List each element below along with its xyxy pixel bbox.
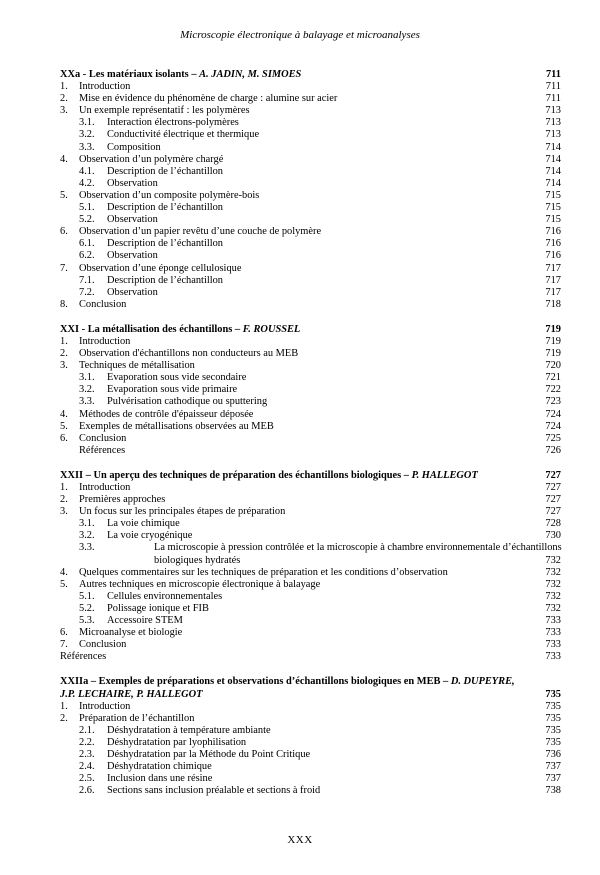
entry-number: 2.3. [79, 748, 95, 760]
entry-title: Description de l’échantillon [107, 202, 223, 214]
chapter-authors: F. ROUSSEL [242, 323, 301, 335]
entry-title: Description de l’échantillon [107, 274, 223, 286]
chapter-title: XXI - La métallisation des échantillons – [60, 323, 243, 335]
entry-page-number: 714 [545, 141, 561, 153]
entry-title: Introduction [79, 81, 131, 93]
entry-title: Observation d'échantillons non conducteurs au MEB [79, 348, 299, 360]
chapter-title: XXa - Les matériaux isolants – [60, 69, 200, 80]
entry-title: Observation [107, 250, 158, 262]
entry-number: 2.4. [79, 761, 95, 773]
entry-page-number: 717 [545, 262, 561, 274]
entry-title: Sections sans inclusion préalable et sections à froid [107, 785, 321, 797]
entry-title: Introduction [79, 482, 131, 493]
entry-page-number: 732 [545, 578, 561, 590]
entry-title: La voie cryogénique [107, 530, 193, 542]
toc-entry [60, 542, 561, 566]
entry-number: 2. [60, 494, 68, 506]
entry-page-number: 716 [545, 226, 561, 238]
entry-page-number: 714 [545, 177, 561, 189]
entry-number: 6. [60, 226, 68, 238]
entry-page-number: 713 [545, 117, 561, 129]
toc-entry [60, 105, 561, 117]
entry-page-number: 738 [545, 785, 561, 797]
chapter-section [60, 676, 561, 797]
entry-number: 7. [60, 262, 68, 274]
entry-number: 5.3. [79, 615, 95, 627]
chapter-page-number: 735 [545, 688, 561, 700]
entry-title: Interaction électrons-polymères [107, 117, 239, 129]
entry-title: Pulvérisation cathodique ou sputtering [107, 396, 268, 408]
entry-number: 2. [60, 712, 68, 724]
entry-page-number: 727 [545, 482, 561, 493]
toc-entry [60, 348, 561, 360]
toc-entry [60, 627, 561, 639]
entry-page-number: 715 [545, 214, 561, 226]
entry-page-number: 716 [545, 250, 561, 262]
entry-number: 2. [60, 93, 68, 105]
entry-page-number: 716 [545, 238, 561, 250]
entry-number: 1. [60, 335, 68, 347]
entry-title: Un exemple représentatif : les polymères [79, 105, 250, 117]
entry-title: Accessoire STEM [107, 615, 183, 627]
entry-title: Observation d’un polymère chargé [79, 153, 224, 165]
entry-page-number: 737 [545, 773, 561, 785]
entry-page-number: 732 [545, 590, 561, 602]
entry-title: Introduction [79, 335, 131, 347]
entry-number: 5.2. [79, 214, 95, 226]
entry-title: Premières approches [79, 494, 166, 506]
entry-page-number: 735 [545, 736, 561, 748]
entry-number: 4. [60, 153, 68, 165]
entry-number: 2.2. [79, 736, 95, 748]
entry-title: Un focus sur les principales étapes de préparation [79, 506, 286, 518]
toc-entry [60, 494, 561, 506]
table-of-contents [60, 69, 561, 810]
entry-title: Observation [107, 286, 158, 298]
chapter-title: XXIIa – Exemples de préparations et observations d’échantillons biologiques en MEB – [60, 676, 451, 688]
entry-number: 3.1. [79, 372, 95, 384]
entry-number: 6.1. [79, 238, 95, 250]
entry-number: 5. [60, 189, 68, 201]
entry-page-number: 714 [545, 165, 561, 177]
toc-entry [60, 238, 561, 250]
entry-number: 3.3. [79, 396, 95, 408]
chapter-heading [60, 676, 561, 700]
entry-page-number: 737 [545, 761, 561, 773]
toc-entry [60, 214, 561, 226]
toc-entry [60, 178, 561, 190]
entry-title: La voie chimique [107, 518, 180, 530]
entry-title: Déshydratation à température ambiante [107, 724, 271, 736]
toc-entry [60, 202, 561, 214]
toc-entry [60, 190, 561, 202]
entry-title: Conductivité électrique et thermique [107, 129, 260, 141]
toc-entry [60, 142, 561, 154]
chapter-heading [60, 324, 561, 336]
toc-entry [60, 518, 561, 530]
entry-title: Conclusion [79, 639, 127, 651]
toc-entry [60, 166, 561, 178]
entry-title: Evaporation sous vide secondaire [107, 372, 247, 384]
entry-page-number: 722 [545, 384, 561, 396]
entry-title: Quelques commentaires sur les techniques de préparation et les conditions d’observation [79, 566, 448, 578]
toc-entry [60, 749, 561, 761]
toc-entry [60, 384, 561, 396]
entry-number: 3.2. [79, 129, 95, 141]
entry-number: 3. [60, 506, 68, 518]
entry-title: Déshydratation chimique [107, 761, 212, 773]
chapter-heading-text [60, 470, 478, 481]
page-number: XXX [287, 834, 313, 846]
toc-entry [60, 263, 561, 275]
chapter-page-number: 711 [545, 69, 561, 80]
entry-title: Exemples de métallisations observées au MEB [79, 420, 274, 432]
entry-number: 2.6. [79, 785, 95, 797]
toc-entry [60, 579, 561, 591]
entry-page-number: 732 [545, 566, 561, 578]
entry-title: Observation d’une éponge cellulosique [79, 262, 242, 274]
entry-page-number: 719 [545, 348, 561, 360]
toc-entry [60, 639, 561, 651]
entry-number: 4. [60, 566, 68, 578]
entry-number: 5.1. [79, 590, 95, 602]
chapter-section [60, 470, 561, 664]
chapter-page-number: 727 [545, 469, 561, 481]
toc-entry [60, 409, 561, 421]
entry-number: 5. [60, 578, 68, 590]
toc-entry [60, 482, 561, 494]
entry-title: Observation d’un composite polymère-bois [79, 189, 260, 201]
toc-entry [60, 445, 561, 457]
entry-page-number: 736 [545, 748, 561, 760]
entry-page-number: 717 [545, 274, 561, 286]
entry-title: Conclusion [79, 298, 127, 310]
chapter-authors: D. DUPEYRE, J.P. LECHAIRE, P. HALLEGOT [60, 676, 515, 700]
entry-title: Polissage ionique et FIB [107, 602, 209, 614]
entry-page-number: 723 [545, 396, 561, 408]
chapter-heading [60, 470, 561, 482]
chapter-section [60, 69, 561, 311]
entry-number: 7.1. [79, 274, 95, 286]
toc-entry [60, 336, 561, 348]
entry-page-number: 711 [545, 93, 561, 105]
entry-number: 1. [60, 482, 68, 493]
chapter-heading-text [60, 324, 300, 335]
entry-page-number: 724 [545, 408, 561, 420]
toc-entry [60, 737, 561, 749]
entry-page-number: 730 [545, 530, 561, 542]
entry-title: Techniques de métallisation [79, 360, 195, 372]
entry-page-number: 713 [545, 105, 561, 117]
toc-entry [60, 396, 561, 408]
entry-page-number: 727 [545, 494, 561, 506]
entry-title: Références [79, 444, 126, 456]
entry-page-number: 720 [545, 360, 561, 372]
entry-number: 2.1. [79, 724, 95, 736]
entry-number: 7.2. [79, 286, 95, 298]
entry-page-number: 733 [545, 639, 561, 651]
entry-number: 7. [60, 639, 68, 651]
entry-number: 2.5. [79, 773, 95, 785]
toc-entry [60, 154, 561, 166]
chapter-heading [60, 69, 561, 81]
entry-page-number: 728 [545, 518, 561, 530]
entry-number: 4.2. [79, 177, 95, 189]
entry-number: 3.1. [79, 518, 95, 530]
chapter-authors: P. HALLEGOT [411, 469, 478, 481]
toc-entry [60, 250, 561, 262]
entry-number: 3.2. [79, 384, 95, 396]
entry-title: Mise en évidence du phénomène de charge : alumine sur acier [79, 93, 338, 105]
entry-title: Observation [107, 214, 158, 226]
entry-title: Déshydratation par la Méthode du Point Critique [107, 748, 311, 760]
entry-page-number: 721 [545, 372, 561, 384]
entry-title: Observation [107, 177, 158, 189]
entry-number: 3.3. [79, 141, 95, 153]
toc-entry [60, 275, 561, 287]
toc-entry [60, 433, 561, 445]
entry-title: Observation d’un papier revêtu d’une couche de polymère [79, 226, 322, 238]
entry-page-number: 727 [545, 506, 561, 518]
entry-page-number: 724 [545, 420, 561, 432]
toc-entry [60, 360, 561, 372]
entry-page-number: 732 [545, 602, 561, 614]
entry-title: Description de l’échantillon [107, 165, 223, 177]
toc-entry [60, 701, 561, 713]
entry-page-number: 726 [545, 444, 561, 456]
entry-title: Autres techniques en microscopie électronique à balayage [79, 578, 321, 590]
entry-title: Inclusion dans une résine [107, 773, 213, 785]
entry-number: 3.2. [79, 530, 95, 542]
entry-title: Evaporation sous vide primaire [107, 384, 238, 396]
toc-entry [60, 506, 561, 518]
entry-title: Microanalyse et biologie [79, 627, 183, 639]
entry-title: Cellules environnementales [107, 590, 223, 602]
entry-page-number: 711 [545, 81, 561, 93]
entry-number: 1. [60, 700, 68, 712]
entry-title: Composition [107, 141, 161, 153]
entry-title: Conclusion [79, 432, 127, 444]
entry-number: 4. [60, 408, 68, 420]
entry-number: 4.1. [79, 165, 95, 177]
entry-page-number: 713 [545, 129, 561, 141]
toc-entry [60, 591, 561, 603]
entry-number: 5.1. [79, 202, 95, 214]
toc-entry [60, 287, 561, 299]
entry-title: Préparation de l’échantillon [79, 712, 195, 724]
entry-number: 2. [60, 348, 68, 360]
toc-entry [60, 725, 561, 737]
entry-title: Introduction [79, 700, 131, 712]
entry-number: 5.2. [79, 602, 95, 614]
chapter-section [60, 324, 561, 457]
toc-entry [60, 615, 561, 627]
toc-entry [60, 567, 561, 579]
chapter-heading-text [60, 676, 515, 699]
entry-number: 5. [60, 420, 68, 432]
toc-entry [60, 129, 561, 141]
toc-entry [60, 713, 561, 725]
entry-page-number: 733 [545, 627, 561, 639]
entry-title: Références [60, 651, 107, 663]
entry-number: 6. [60, 627, 68, 639]
entry-page-number: 718 [545, 298, 561, 310]
entry-number: 3. [60, 105, 68, 117]
entry-title: Méthodes de contrôle d'épaisseur déposée [79, 408, 254, 420]
entry-number: 8. [60, 298, 68, 310]
entry-title: Déshydratation par lyophilisation [107, 736, 247, 748]
toc-entry [60, 299, 561, 311]
entry-page-number: 717 [545, 286, 561, 298]
toc-entry [60, 421, 561, 433]
chapter-authors: A. JADIN, M. SIMOES [199, 69, 302, 80]
toc-entry [60, 773, 561, 785]
entry-title: La microscopie à pression contrôlée et la microscopie à chambre environnementale d’échantillons biologiques hydratés [154, 542, 562, 566]
chapter-heading-text [60, 69, 301, 80]
entry-page-number: 735 [545, 724, 561, 736]
entry-page-number: 735 [545, 712, 561, 724]
running-header: Microscopie électronique à balayage et microanalyses [180, 29, 420, 41]
entry-number: 3.1. [79, 117, 95, 129]
entry-page-number: 725 [545, 432, 561, 444]
entry-number: 6.2. [79, 250, 95, 262]
entry-number: 3. [60, 360, 68, 372]
toc-entry [60, 785, 561, 797]
chapter-page-number: 719 [545, 323, 561, 335]
entry-number: 6. [60, 432, 68, 444]
entry-page-number: 732 [545, 554, 561, 566]
entry-page-number: 715 [545, 202, 561, 214]
toc-entry [60, 761, 561, 773]
chapter-title: XXII – Un aperçu des techniques de préparation des échantillons biologiques – [60, 469, 412, 481]
entry-number: 1. [60, 81, 68, 93]
toc-entry [60, 81, 561, 93]
entry-page-number: 733 [545, 651, 561, 663]
toc-entry [60, 226, 561, 238]
entry-page-number: 715 [545, 189, 561, 201]
entry-title: Description de l’échantillon [107, 238, 223, 250]
toc-entry [60, 117, 561, 129]
toc-entry [60, 372, 561, 384]
entry-number: 3.3. [79, 542, 95, 554]
toc-entry [60, 93, 561, 105]
entry-page-number: 719 [545, 335, 561, 347]
toc-entry [60, 530, 561, 542]
toc-entry [60, 651, 561, 663]
toc-entry [60, 603, 561, 615]
entry-page-number: 733 [545, 615, 561, 627]
entry-page-number: 735 [545, 700, 561, 712]
entry-page-number: 714 [545, 153, 561, 165]
